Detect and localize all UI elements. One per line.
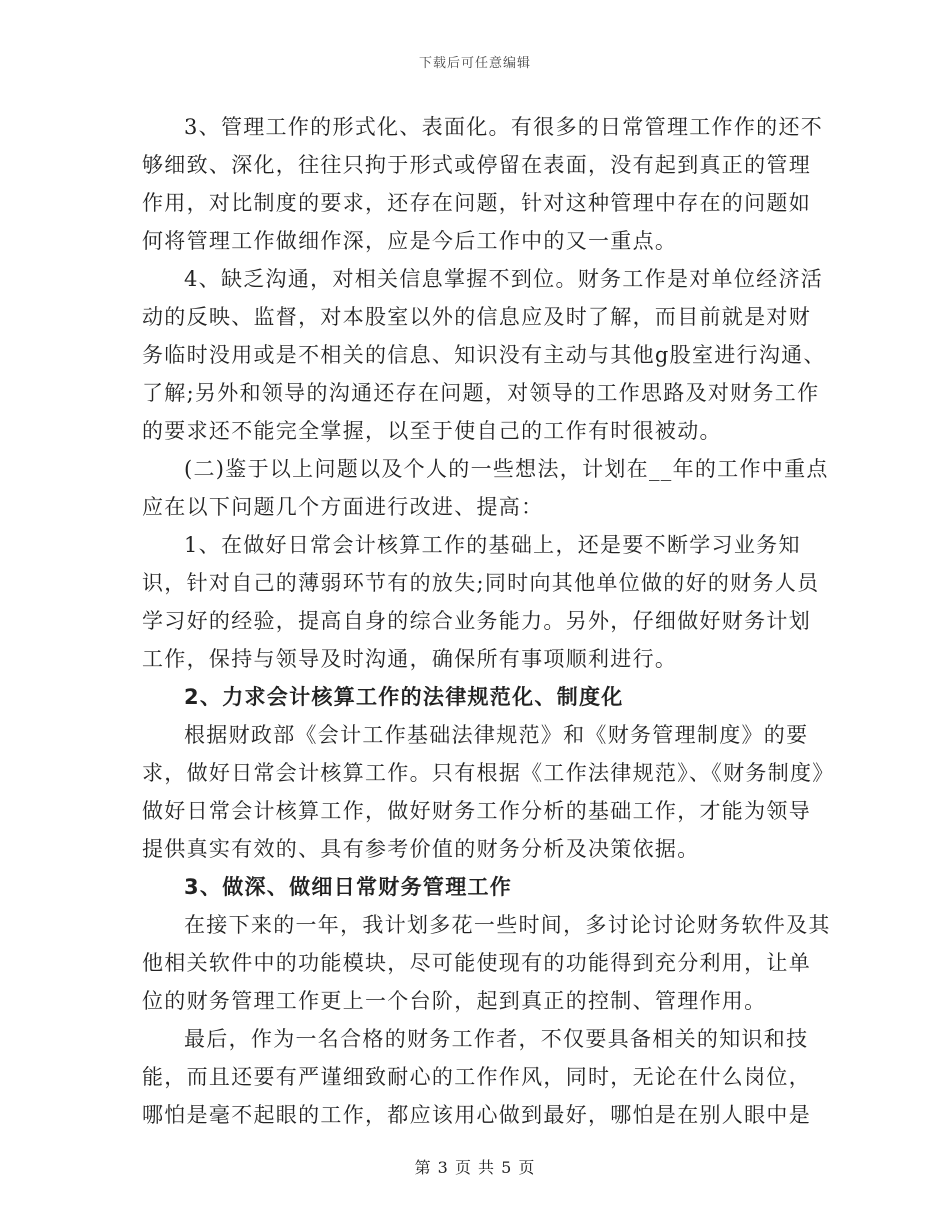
paragraph-plan-intro: (二)鉴于以上问题以及个人的一些想法，计划在__年的工作中重点应在以下问题几个方面进行改进、提高：: [142, 457, 829, 519]
header-note: 下载后可任意编辑: [418, 56, 531, 71]
paragraph-management: 在接下来的一年，我计划多花一些时间，多讨论讨论财务软件及其他相关软件中的功能模块，尽可能使现有的功能得到充分利用，让单位的财务管理工作更上一个台阶，起到真正的控制、管理作用。: [142, 913, 831, 1013]
paragraph-standardization: 根据财政部《会计工作基础法律规范》和《财务管理制度》的要求，做好日常会计核算工作。只有根据《工作法律规范》、《财务制度》做好日常会计核算工作，做好财务工作分析的基础工作，才能为领导提供真实有效的、具有参考价值的财务分析及决策依据。: [142, 723, 825, 861]
section-heading-standardization: 2、力求会计核算工作的法律规范化、制度化: [184, 685, 624, 709]
paragraph-communication: 4、缺乏沟通，对相关信息掌握不到位。财务工作是对单位经济活动的反映、监督，对本股室以外的信息应及时了解，而目前就是对财务临时没用或是不相关的信息、知识没有主动与其他g股室进行沟通、了解;另外和领导的沟通还存在问题，对领导的工作思路及对财务工作的要求还不能完全掌握，以至于使自己的工作有时很被动。: [142, 267, 826, 443]
paragraph-conclusion: 最后，作为一名合格的财务工作者，不仅要具备相关的知识和技能，而且还要有严谨细致耐心的工作作风，同时，无论在什么岗位，哪怕是毫不起眼的工作，都应该用心做到最好，哪怕是在别人眼中是: [142, 1027, 811, 1127]
section-heading-management: 3、做深、做细日常财务管理工作: [184, 875, 513, 899]
page-number: 第 3 页 共 5 页: [414, 1158, 536, 1177]
paragraph-formalism: 3、管理工作的形式化、表面化。有很多的日常管理工作作的还不够细致、深化，往往只拘于形式或停留在表面，没有起到真正的管理作用，对比制度的要求，还存在问题，针对这种管理中存在的问题如何将管理工作做细作深，应是今后工作中的又一重点。: [142, 115, 824, 253]
document-body: [142, 108, 832, 1134]
paragraph-study: 1、在做好日常会计核算工作的基础上，还是要不断学习业务知识，针对自己的薄弱环节有的放失;同时向其他单位做的好的财务人员学习好的经验，提高自身的综合业务能力。另外，仔细做好财务计划工作，保持与领导及时沟通，确保所有事项顺利进行。: [142, 533, 820, 671]
